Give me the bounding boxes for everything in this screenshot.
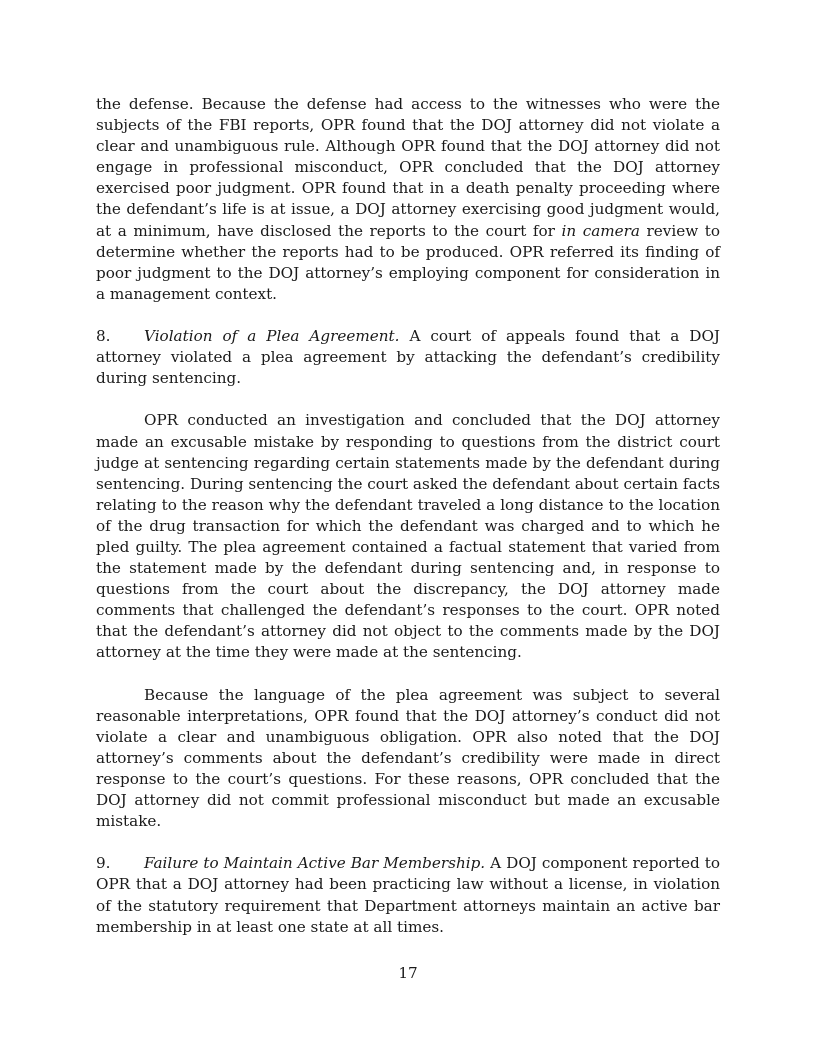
page-number: 17	[398, 964, 418, 982]
item-number: 8.	[96, 327, 111, 346]
item-number: 9.	[96, 854, 111, 873]
item-8	[96, 326, 720, 389]
document-body	[96, 94, 720, 938]
paragraph-text: the defense. Because the defense had access to the witnesses who were the subjects of the FBI reports, OPR found that the DOJ attorney did not violate a clear and unambiguous rule. Although OPR found that the DOJ attorney did not engage in professional misconduct, OPR concluded that the DOJ attorney exercised poor judgment. OPR found that in a death penalty proceeding where the defendant’s life is at issue, a DOJ attorney exercising good judgment would, at a minimum, have disclosed the reports to the court for	[96, 95, 720, 240]
paragraph-plea-language: Because the language of the plea agreement was subject to several reasonable interpretations, OPR found that the DOJ attorney’s conduct did not violate a clear and unambiguous obligation. OPR also noted that the DOJ attorney’s comments about the defendant’s credibility were made in direct response to the court’s questions. For these reasons, OPR concluded that the DOJ attorney did not commit professional misconduct but made an excusable mistake.	[96, 685, 720, 831]
item-9	[96, 853, 720, 937]
item-text: A DOJ component reported to OPR that a DOJ attorney had been practicing law without a license, in violation of the statutory requirement that Department attorneys maintain an active bar membership in at least one state at all times.	[96, 854, 720, 936]
item-heading: Failure to Maintain Active Bar Membership.	[144, 854, 486, 873]
item-heading: Violation of a Plea Agreement.	[144, 327, 400, 346]
paragraph-opr-investigation: OPR conducted an investigation and concluded that the DOJ attorney made an excusable mistake by responding to questions from the district court judge at sentencing regarding certain statements made by the defendant during sentencing. During sentencing the court asked the defendant about certain facts relating to the reason why the defendant traveled a long distance to the location of the drug transaction for which the defendant was charged and to which he pled guilty. The plea agreement contained a factual statement that varied from the statement made by the defendant during sentencing and, in response to questions from the court about the discrepancy, the DOJ attorney made comments that challenged the defendant’s responses to the court. OPR noted that the defendant’s attorney did not object to the comments made by the DOJ attorney at the time they were made at the sentencing.	[96, 411, 720, 662]
paragraph-continuation	[96, 94, 720, 305]
paragraph-text: review to determine whether the reports had to be produced. OPR referred its finding of poor judgment to the DOJ attorney’s employing component for consideration in a management context.	[96, 221, 721, 303]
italic-term: in camera	[561, 221, 640, 240]
item-text: A court of appeals found that a DOJ attorney violated a plea agreement by attacking the defendant’s credibility during sentencing.	[96, 327, 720, 388]
